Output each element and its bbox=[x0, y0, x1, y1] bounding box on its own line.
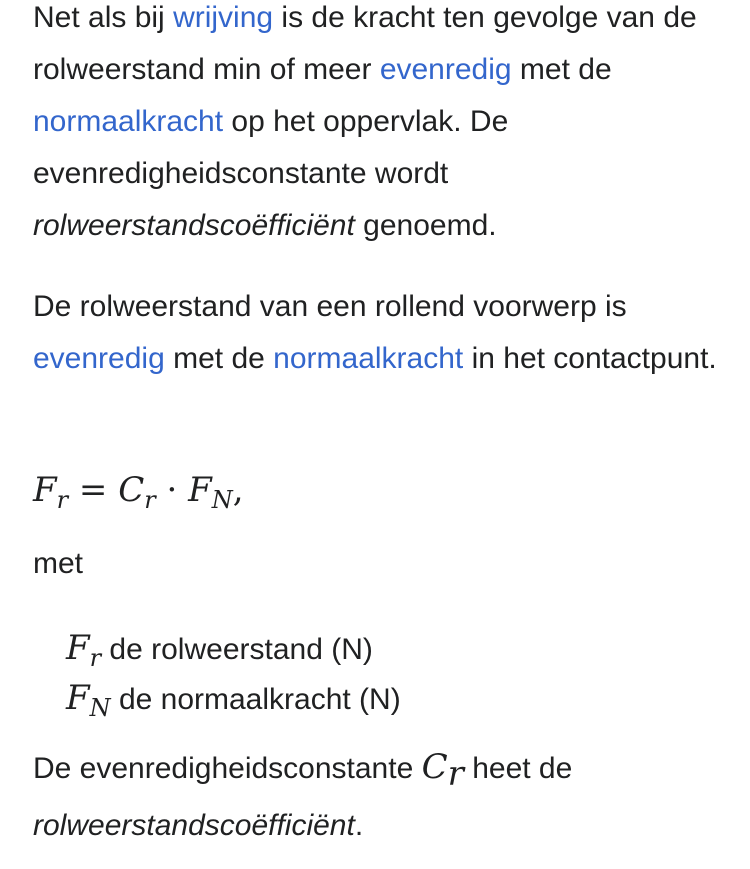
link-normaalkracht-2[interactable]: normaalkracht bbox=[273, 342, 464, 375]
text: op het oppervlak. De evenredigheidsconstante wordt bbox=[33, 105, 509, 190]
text: is de kracht ten gevolge van de rolweerstand min of meer bbox=[33, 1, 697, 86]
eq-symbol-F: F bbox=[188, 470, 212, 510]
link-evenredig[interactable]: evenredig bbox=[379, 53, 512, 86]
term-rolweerstandscoefficient: rolweerstandscoëfficiënt bbox=[33, 209, 355, 242]
text-met: met bbox=[33, 547, 84, 580]
def-subscript: r bbox=[89, 644, 102, 672]
link-normaalkracht[interactable]: normaalkracht bbox=[33, 105, 224, 138]
def-symbol: F bbox=[66, 678, 90, 718]
eq-subscript-r: r bbox=[56, 486, 69, 514]
text: Net als bij bbox=[33, 1, 174, 34]
eq-subscript-N: N bbox=[211, 486, 233, 514]
def-text: de normaalkracht (N) bbox=[118, 683, 401, 716]
eq-subscript-r: r bbox=[144, 486, 156, 514]
text: heet de bbox=[463, 752, 573, 785]
def-subscript: N bbox=[89, 694, 111, 722]
eq-comma: , bbox=[232, 470, 244, 510]
eq-dot: · bbox=[166, 470, 178, 510]
text: . bbox=[354, 809, 364, 842]
link-wrijving[interactable]: wrijving bbox=[173, 1, 274, 34]
eq-symbol-C: C bbox=[118, 470, 145, 510]
term-rolweerstandscoefficient-2: rolweerstandscoëfficiënt bbox=[33, 809, 355, 842]
eq-equals: = bbox=[78, 470, 108, 510]
text: De rolweerstand van een rollend voorwerp is bbox=[33, 290, 627, 323]
text: De evenredigheidsconstante bbox=[33, 752, 422, 785]
paragraph-coefficient bbox=[33, 741, 733, 852]
paragraph-rolling-resistance-intro bbox=[33, 0, 733, 252]
eq-symbol-F: F bbox=[33, 470, 57, 510]
inline-subscript-r: r bbox=[447, 754, 464, 794]
equation-rolling-resistance bbox=[33, 470, 244, 514]
def-symbol: F bbox=[66, 628, 90, 668]
paragraph-proportional bbox=[33, 281, 733, 385]
definition-row-FN bbox=[33, 672, 401, 734]
text: genoemd. bbox=[354, 209, 497, 242]
text: met de bbox=[164, 342, 274, 375]
text: met de bbox=[511, 53, 612, 86]
link-evenredig-2[interactable]: evenredig bbox=[33, 342, 165, 375]
inline-symbol-C: C bbox=[421, 747, 448, 787]
def-text: de rolweerstand (N) bbox=[109, 633, 373, 666]
text: in het contactpunt. bbox=[463, 342, 717, 375]
